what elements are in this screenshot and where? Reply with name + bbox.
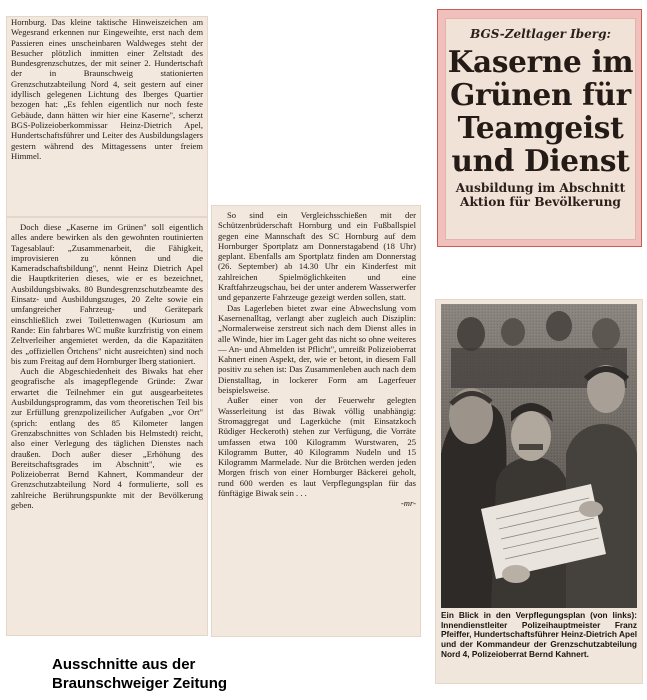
headline-clipping (437, 9, 642, 247)
source-note (52, 655, 252, 693)
headline-panel (445, 18, 636, 240)
article-column-1 (7, 218, 207, 635)
source-note-text: Ausschnitte aus der Braunschweiger Zeitung (52, 656, 228, 692)
article-paragraph: So sind ein Vergleichsschießen mit der Schützenbrüderschaft Hornburg und ein Fußballspiel gegen eine Mannschaft des SC Hornburg auf dem Hornburger Sportplatz am Donnerstagabend (18 Uhr) geplant. Ebenfalls am Sportplatz finden am Donnerstag (26. September) ab 14.30 Uhr ein Kinderfest mit zahlreichen Spielmöglichkeiten und eine Kraftfahrzeugschau, bei der unter anderem Wasserwerfer und gepanzerte Fahrzeuge gezeigt werden sollen, statt. (218, 210, 416, 303)
newspaper-photo (441, 304, 637, 608)
photo-clipping (436, 300, 642, 683)
article-paragraph: Doch diese „Kaserne im Grünen" soll eigentlich alles andere bewirken als den gewohnten routinierten Tagesablauf: „Zusammenarbeit, die Fähigkeit, improvisieren zu können und die Kameradschaftsbildung", nennt Heinz Dietrich Apel die Hauptkriterien dieses, wie er es bezeichnet, Ausbildungsbiwaks. 80 Bundesgrenzschutzbeamte des Einsatz- und Ausbildungszuges, 20 Zelte sowie ein umfangreicher Fahrzeug- und Gerätepark einschließlich zwei Toilettenwagen (Kuriosum am Rande: Ein fahrbares WC mußte kurzfristig von einem Zeltverleiher angemietet werden, da die Kapazitäten des „offiziellen Örtchens" nicht ausreichten) sind noch bis zum Freitag auf dem Hornburger Iberg stationiert. (11, 222, 203, 366)
headline-kicker: BGS-Zeltlager Iberg: (470, 27, 611, 41)
headline-subtitle: Ausbildung im Abschnitt Aktion für Bevölkerung (455, 181, 626, 209)
article-intro-paragraph: Hornburg. Das kleine taktische Hinweiszeichen am Wegesrand erkennen nur Eingeweihte, erst nach dem Passieren eines unscheinbaren Waldweges steht der Besucher plötzlich inmitten einer Zeltstadt des Bundesgrenzschutzes, der mit seiner 2. Hundertschaft der in Braunschweig stationierten Grenzschutzabteilung Nord 4, seit gestern auf einer idyllisch gelegenen Lichtung des Iberges Quartier bezogen hat: „Es fehlen eigentlich nur noch feste Gebäude, dann hätten wir hier eine Kaserne", scherzt BGS-Polizeioberkommissar Heinz-Dietrich Apel, Hundertschaftsführer und Leiter des Ausbildungslagers gestern während des Mittagessens unter freiem Himmel. (11, 17, 203, 161)
article-paragraph: Auch die Abgeschiedenheit des Biwaks hat eher geografische als imagepflegende Gründe: Zwar erwartet die Teilnehmer ein gut ausgearbeitetes Ausbildungsprogramm, das vom theoretischen Teil bis zur Erfüllung grenzpolizeilicher Aufgaben „vor Ort" (sprich: entlang des 85 Kilometer langen Grenzabschnittes von Schladen bis Helmstedt) reicht, also einer Verlegung des täglichen Dienstes nach draußen. Doch außer dieser „Erhöhung des Bereitschaftsgrades im Abschnitt", wie es Polizeioberrat Bernd Kahnert, Kommandeur der Grenzschutzabteilung Nord 4 formulierte, soll es zahlreiche Berührungspunkte mit der Bevölkerung geben. (11, 366, 203, 511)
photo-caption: Ein Blick in den Verpflegungsplan (von links): Innendienstleiter Polizeihauptmeister Franz Pfeiffer, Hundertschaftsführer Heinz-Dietrich Apel und der Kommandeur der Grenzschutzabteilung Nord 4, Polizeioberrat Bernd Kahnert. (441, 610, 637, 659)
article-paragraph: Das Lagerleben bietet zwar eine Abwechslung vom Kasernenalltag, verlangt aber zugleich auch Disziplin: „Normalerweise zerstreut sich nach dem Dienst alles in alle Winde, hier im Lager geht das nicht so ohne weiteres — An- und Abmelden ist Pflicht", umreißt Polizeioberrat Kahnert einen Aspekt, der, wie er betont, in diesem Fall positiv zu sehen ist: Das Zusammenleben auch nach dem Dienstalltag, in lockerer Form am Lagerfeuer beispielsweise. (218, 302, 416, 396)
article-intro-clipping (7, 17, 207, 216)
author-signature: -mr- (400, 498, 416, 509)
article-paragraph: Außer einer von der Feuerwehr gelegten Wasserleitung ist das Biwak völlig unabhängig: Stromaggregat und Lagerküche (mit Einsatzkoch Rüdiger Heckeroth) stehen zur Verfügung, die Vorräte umfassen etwa 100 Kilogramm Wurstwaren, 25 Kilogramm Butter, 40 Kilogramm Nudeln und 15 Kilogramm Marmelade. Nur die Brötchen werden jeden Morgen frisch von einer Hornburger Bäckerei geholt, rund 600 werden es laut Verpflegungsplan für das fünftägige Biwak sein . . . (218, 395, 416, 499)
headline-title: Kaserne im Grünen für Teamgeist und Dienst (447, 44, 634, 178)
article-column-2 (212, 206, 420, 636)
